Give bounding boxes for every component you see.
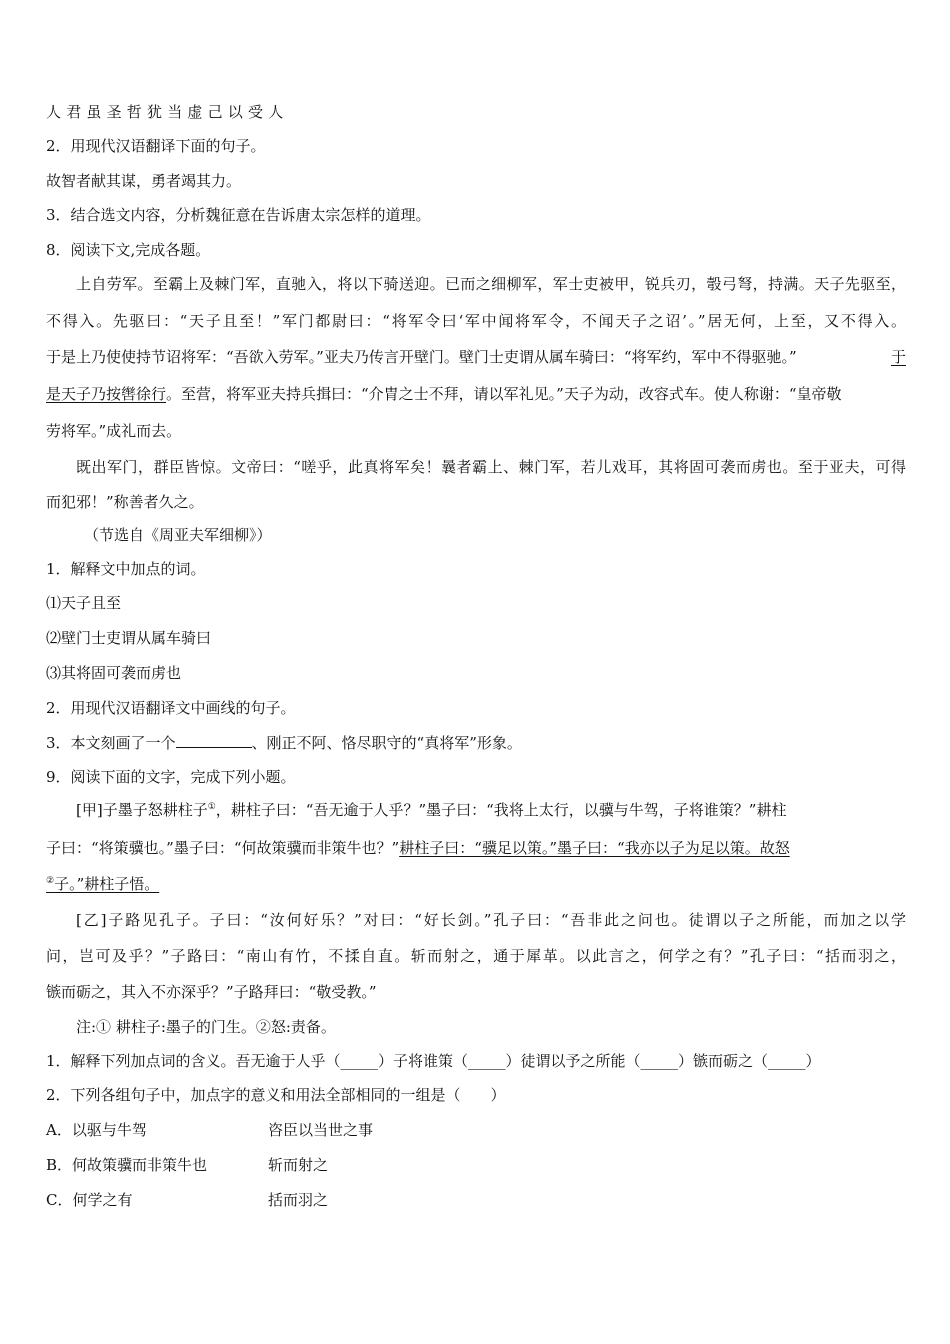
passage-line: 既出军门，群臣皆惊。文帝曰：“嗟乎，此真将军矣！曩者霸上、棘门军，若儿戏耳，其将固可袭而虏也。至于亚夫，可得: [76, 458, 906, 476]
passage-line: 而犯邪！”称善者久之。: [46, 493, 204, 511]
answer-blank[interactable]: [176, 733, 252, 748]
text-line: 故智者献其谋，勇者竭其力。: [46, 172, 242, 190]
passage-line: 问，岂可及乎？”子路曰：“南山有竹，不揉自直。斩而射之，通于犀革。以此言之，何学之有？”孔子曰：“括而羽之，: [46, 947, 906, 965]
passage-line: [46, 838, 906, 858]
passage-text: ，耕柱子曰：“吾无逾于人乎？”墨子曰：“我将上太行，以骥与牛驾，子将谁策？”耕柱: [215, 801, 787, 819]
option-label: B．何故策骥而非策牛也: [46, 1156, 208, 1174]
question-2-translate: 2．用现代汉语翻译文中画线的句子。: [46, 699, 296, 717]
passage-line: 上自劳军。至霸上及棘门军，直驰入，将以下骑送迎。已而之细柳军，军士吏被甲，锐兵刃，彀弓弩，持满。天子先驱至，: [76, 275, 906, 293]
underlined-sentence: 耕柱子曰：“骥足以策。”墨子曰：“我亦以子为足以策。故怒: [399, 839, 790, 857]
option-label: C．何学之有: [46, 1191, 133, 1209]
passage-line: [46, 874, 159, 894]
passage-line: 劳将军。”成礼而去。: [46, 422, 182, 440]
sub-item: ⑴天子且至: [46, 594, 122, 612]
option-text: 斩而射之: [268, 1156, 329, 1174]
text-line: 人君虽圣哲犹当虚己以受人: [46, 103, 289, 121]
passage-line: 不得入。先驱曰：“天子且至！”军门都尉曰：“将军令曰‘军中闻将军令，不闻天子之诏’。”居无何，上至，又不得入。: [46, 312, 906, 330]
source-note: （节选自《周亚夫军细柳》）: [84, 526, 272, 544]
option-label: A．以驱与牛驾: [46, 1121, 147, 1139]
passage-text: [甲]子墨子怒耕柱子: [76, 801, 208, 819]
question-2-translate: 2．用现代汉语翻译下面的句子。: [46, 137, 266, 155]
passage-text: 。至营，将军亚夫持兵揖曰：“介胄之士不拜，请以军礼见。”天子为动，改容式车。使人称谢：“皇帝敬: [166, 385, 842, 403]
option-c[interactable]: [46, 1190, 329, 1210]
passage-text: 子曰：“将策骥也。”墨子曰：“何故策骥而非策牛也？”: [46, 839, 400, 857]
question-text: 、刚正不阿、恪尽职守的“真将军”形象。: [251, 734, 522, 752]
option-text: 括而羽之: [268, 1191, 329, 1209]
option-b[interactable]: [46, 1155, 329, 1175]
footnote-marker: ②: [46, 876, 55, 886]
passage-text: 于是上乃使使持节诏将军：“吾欲入劳军。”亚夫乃传言开壁门。壁门士吏谓从属车骑曰：“将军约，军中不得驱驰。”: [46, 348, 797, 366]
question-1-explain: 1．解释文中加点的词。: [46, 560, 206, 578]
underlined-sentence-start: 于: [890, 348, 906, 366]
section-8-heading: 8．阅读下文,完成各题。: [46, 241, 211, 259]
question-3-fill: [46, 733, 522, 753]
underlined-sentence: 子。”耕柱子悟。: [54, 875, 160, 893]
footnote-marker: ①: [207, 802, 216, 812]
annotation-note: 注:① 耕柱子:墨子的门生。②怒:责备。: [76, 1018, 336, 1036]
question-text: 3．本文刻画了一个: [46, 734, 176, 752]
passage-line: [76, 800, 906, 820]
question-1-meaning: 1．解释下列加点词的含义。吾无逾于人乎（_____）子将谁策（_____）徒谓以予之所能（_____）镞而砺之（_____）: [46, 1052, 821, 1070]
passage-line: [46, 347, 906, 367]
section-9-heading: 9．阅读下面的文字，完成下列小题。: [46, 768, 296, 786]
passage-line: [46, 384, 906, 404]
option-text: 咨臣以当世之事: [268, 1121, 374, 1139]
question-2-choice: 2．下列各组句子中，加点字的意义和用法全部相同的一组是（ ）: [46, 1086, 506, 1104]
question-3-analysis: 3．结合选文内容，分析魏征意在告诉唐太宗怎样的道理。: [46, 206, 431, 224]
passage-line: 镞而砺之，其入不亦深乎？”子路拜曰：“敬受教。”: [46, 983, 377, 1001]
underlined-sentence: 是天子乃按辔徐行: [46, 385, 167, 403]
option-a[interactable]: [46, 1120, 374, 1140]
passage-line: [乙]子路见孔子。子曰：“汝何好乐？”对曰：“好长剑。”孔子曰：“吾非此之问也。徒谓以子之所能，而加之以学: [76, 911, 906, 929]
sub-item: ⑵壁门士吏谓从属车骑曰: [46, 629, 212, 647]
sub-item: ⑶其将固可袭而虏也: [46, 664, 182, 682]
